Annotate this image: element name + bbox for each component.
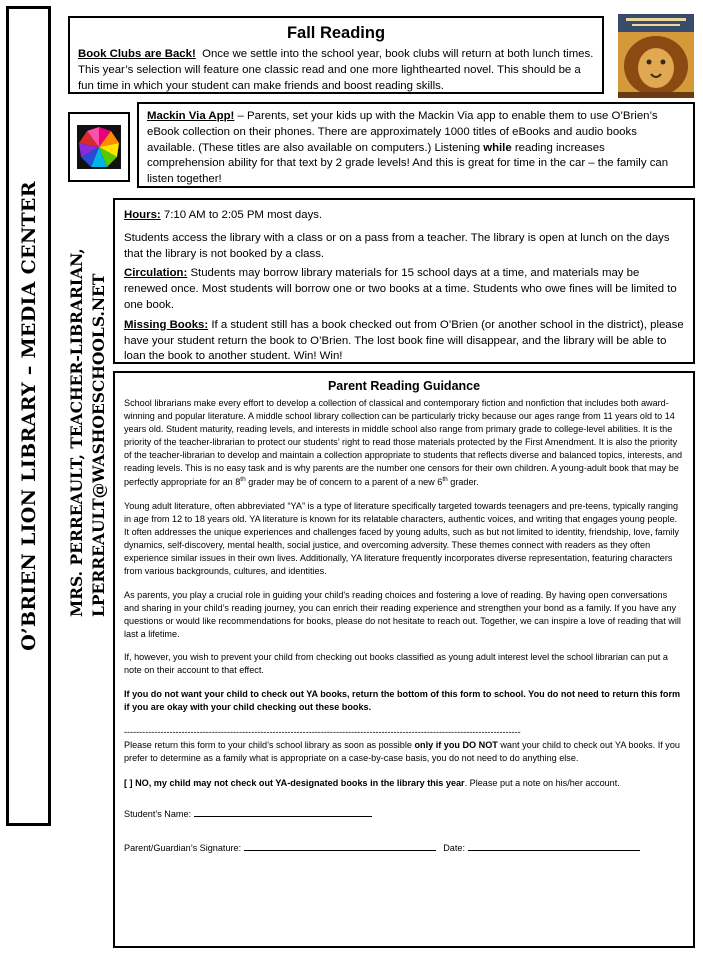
mackin-body-2: reading increases comprehension ability for that text by 2 grade levels! And this is great for time in the car – the family can listen together! — [147, 141, 669, 186]
access-text: Students access the library with a class or on a pass from a teacher. The library is open at lunch on the days that the library is not booked by a class. — [124, 231, 670, 260]
ya-optout-note: . Please put a note on his/her account. — [464, 777, 620, 788]
superscript-th: th — [442, 476, 448, 484]
mackin-via-section — [137, 102, 695, 188]
circulation-label: Circulation: — [124, 267, 188, 280]
circulation-body: Students may borrow library materials for 15 school days at a time, and materials may be renewed once. Most students will borrow one or two books at a time. Students who owe fines will be limited to one book. — [124, 267, 677, 311]
fall-reading-title: Fall Reading — [286, 24, 386, 42]
library-name: O’BRIEN LION LIBRARY – MEDIA CENTER — [17, 181, 40, 651]
date-label: Date: — [443, 842, 468, 853]
guidance-paragraph-5: If you do not want your child to check out YA books, return the bottom of this form to school. You do not need to return this form if you are okay with your child checking out these books. — [124, 689, 681, 713]
student-name-label: Student’s Name: — [124, 808, 194, 819]
guidance-title: Parent Reading Guidance — [327, 379, 481, 393]
ya-optout-checkbox-line[interactable] — [124, 777, 684, 790]
signature-label: Parent/Guardian’s Signature: — [124, 842, 244, 853]
fall-reading-text — [78, 47, 594, 94]
hours-label: Hours: — [124, 209, 161, 221]
hours-text: 7:10 AM to 2:05 PM most days. — [160, 209, 323, 221]
cut-line: ----------------------------------------------------------------------------------------------------------------------------------- — [124, 727, 521, 738]
return-instructions — [124, 739, 684, 765]
student-name-line — [124, 808, 684, 821]
librarian-contact — [66, 197, 110, 617]
missing-books-text — [124, 318, 684, 365]
library-name-band — [6, 6, 51, 826]
lion-book-cover-image — [618, 14, 694, 98]
return-text-b: want your child to check out YA books. If you prefer to determine as a family what is appropriate on a case-by-case basis, you do not need to do anything else. — [124, 739, 680, 763]
missing-books-body: If a student still has a book checked out from O’Brien (or another school in the district), please have your student return the book to O’Brien. The lost book fine will disappear, and the library will be able to loan the book to another student. Win! Win! — [124, 318, 684, 363]
mackin-via-heading: Mackin Via App! — [147, 110, 235, 122]
mackin-body-1: – Parents, set your kids up with the Mackin Via app to enable them to use O’Brien’s eBook collection on their phones. There are approximately 1000 titles of eBooks and audio books available. (These titles are also available on computers.) Listening — [147, 110, 658, 154]
library-info-section — [113, 198, 695, 364]
missing-books-label: Missing Books: — [124, 318, 209, 331]
guidance-paragraph-1 — [124, 397, 684, 489]
student-name-field[interactable] — [194, 816, 372, 817]
guidance-p1-part-b: grader may be of concern to a parent of a new 6 — [245, 477, 443, 488]
return-text-bold: only if you DO NOT — [414, 739, 498, 750]
ya-optout-checkbox[interactable]: [ ] NO, my child may not check out YA-designated books in the library this year — [124, 777, 465, 788]
guidance-p1-part-c: grader. — [447, 477, 479, 488]
guidance-p1-part-a: School librarians make every effort to develop a collection of classical and contemporary fiction and nonfiction that includes both award-winning and popular literature. A middle school library collection can be particularly tricky because our ages range from 11 years old to 14 years old. Student maturity, reading levels, and interests in middle school also range from primary grade to college-level abilities. It is the priority of the teacher-librarian to protect our students’ right to read those materials protected by the First Amendment. It is also the priority of the teacher-librarian to develop and maintain a collection appropriate to students that reflects diverse and balanced topics, interests, and reading levels. This is no easy task and is why parents are the number one censors for their own children. A young-adult book that may be perfectly appropriate for an 8 — [124, 398, 683, 488]
mackin-logo-frame — [68, 112, 130, 182]
date-field[interactable] — [468, 850, 640, 851]
colorful-pinwheel-logo — [77, 125, 121, 169]
signature-line — [124, 842, 684, 855]
book-clubs-heading: Book Clubs are Back! — [78, 48, 196, 60]
fall-reading-section — [68, 16, 604, 94]
librarian-email: LPERREAULT@WASHOESCHOOLS.NET — [89, 273, 108, 617]
hours-line — [124, 208, 684, 224]
parent-guidance-section — [113, 371, 695, 948]
return-text-a: Please return this form to your child’s school library as soon as possible — [124, 739, 415, 750]
mackin-emphasis: while — [483, 141, 512, 154]
superscript-th: th — [240, 476, 246, 484]
mackin-via-text — [147, 109, 685, 188]
signature-field[interactable] — [244, 850, 436, 851]
librarian-name: MRS. PERREAULT, TEACHER-LIBRARIAN, — [67, 248, 86, 617]
circulation-text — [124, 266, 684, 313]
guidance-paragraph-2: Young adult literature, often abbreviated “YA” is a type of literature specifically targeted towards teenagers and pre-teens, typically ranging in age from 12 to 18 years old. YA literature is known for its relatable characters, authentic voices, and writing that engages young people. It often addresses the unique experiences and challenges faced by young adults, such as but not limited to identity, friendship, love, family dynamics, self-discovery, mental health, social justice, and overcoming adversity. These themes connect with readers as they often experience similar issues in their own lives. Additionally, YA literature frequently incorporates diverse representation, featuring characters from various backgrounds, cultures, and identities. — [124, 501, 679, 576]
lion-icon — [618, 14, 694, 98]
guidance-paragraph-4: If, however, you wish to prevent your child from checking out books classified as young adult interest level the school librarian can put a note on their account to that effect. — [124, 652, 668, 676]
book-clubs-body: Once we settle into the school year, book clubs will return at both lunch times. This year’s selection will feature one classic read and one more lighthearted novel. This should be a fun time in which your student can make friends and boost reading skills. — [78, 48, 594, 92]
guidance-paragraph-3: As parents, you play a crucial role in guiding your child's reading choices and fostering a love of reading. By having open conversations and sharing in your child’s reading journey, you can enrich their reading experience and strengthen your bond as a family. If you have any questions or would like recommendations for books, please do not hesitate to reach out. Together, we can inspire a love of reading that will last a lifetime. — [124, 589, 681, 639]
